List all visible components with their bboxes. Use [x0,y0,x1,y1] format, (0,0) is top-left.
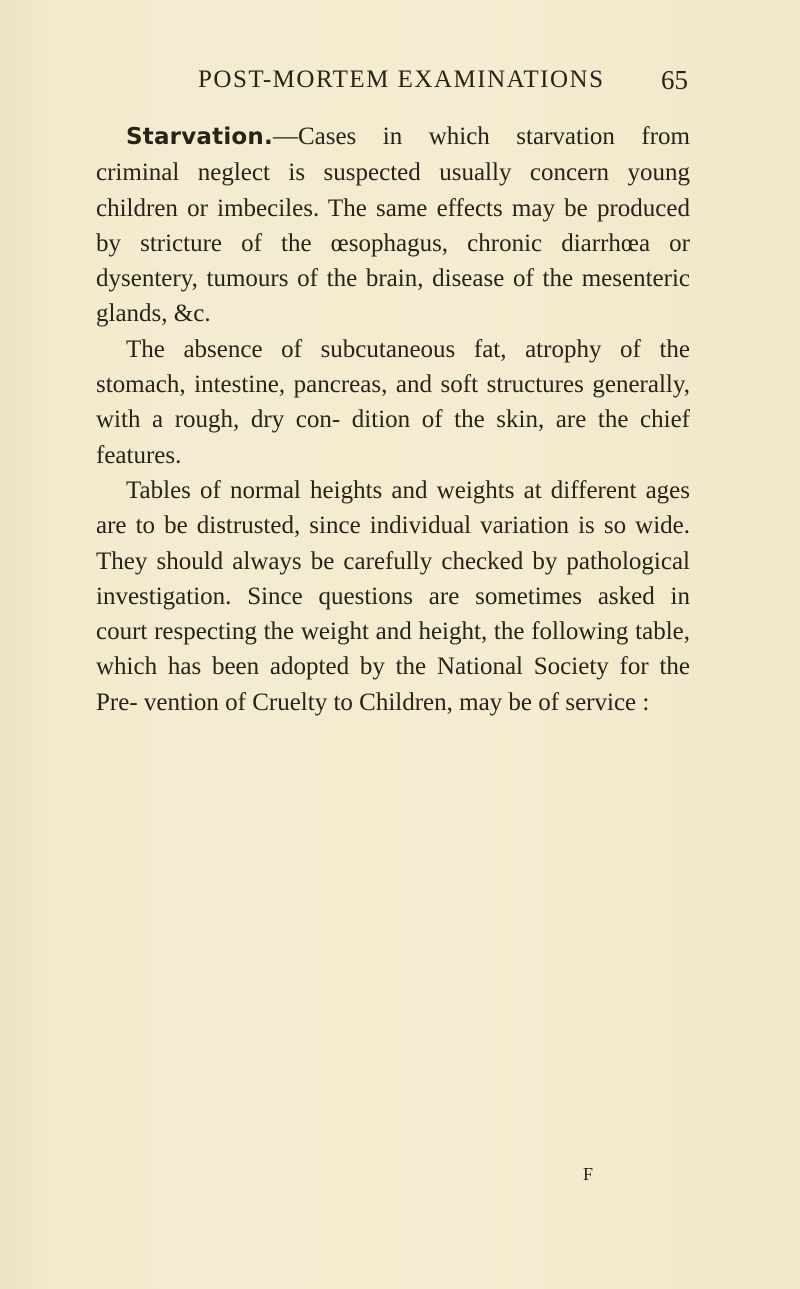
paragraph-text: Tables of normal heights and weights at different ages are to be distrusted, since individual variation is so wide. They should always be carefully checked by pathological investigation. Since questions are sometimes asked in court respecting the weight and height, the following table, which has been adopted by the National Society for the Pre- vention of Cruelty to Children, may be of service : [96,476,690,716]
paragraph-tables [96,473,690,720]
paragraph-features [96,332,690,473]
page-header [198,62,688,98]
section-heading: Starvation. [126,124,273,150]
running-title: POST-MORTEM EXAMINATIONS [198,66,605,93]
body-text [96,119,690,720]
paragraph-starvation [96,119,690,332]
signature-mark: F [583,1164,594,1184]
paragraph-text: —Cases in which starvation from criminal neglect is suspected usually concern young children or imbeciles. The same effects may be produced by stricture of the œsophagus, chronic diarrhœa or dysentery, tumours of the brain, disease of the mesenteric glands, &c. [96,123,690,328]
paragraph-text: The absence of subcutaneous fat, atrophy of the stomach, intestine, pancreas, and soft structures generally, with a rough, dry con- dition of the skin, are the chief features. [96,335,690,469]
page-number: 65 [661,65,688,95]
